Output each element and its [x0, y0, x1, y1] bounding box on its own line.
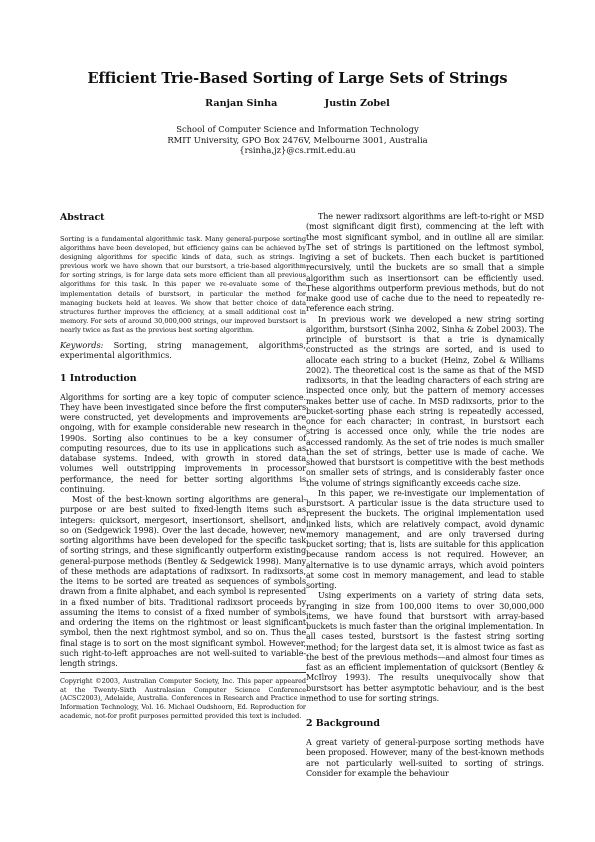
- body-paragraph: Using experiments on a variety of string data sets, ranging in size from 100,000 items to over 30,000,000 items, we have found that burstsort with array-based buckets is much faster than the original implementation. In all cases tested, burstsort is the fastest string sorting method; for the largest data set, it is almost twice as fast as the best of the previous methods—and almost four times as fast as an efficient implementation of quicksort (Bentley & McIlroy 1993). The results unequivocally show that burstsort has better asymptotic behaviour, and is the best method to use for sorting strings.: [306, 591, 544, 703]
- section-heading: 2 Background: [306, 718, 380, 729]
- body-paragraph: In previous work we developed a new string sorting algorithm, burstsort (Sinha 2002, Sinha & Zobel 2003). The principle of burstsort is that a trie is dynamically constructed as the strings are sorted, and is used to allocate each string to a bucket (Heinz, Zobel & Williams 2002). The theoretical cost is the same as that of the MSD radixsorts, in that the leading characters of each string are inspected once only, but the pattern of memory accesses makes better use of cache. In MSD radixsorts, prior to the bucket-sorting phase each string is repeatedly accessed, once for each character; in contrast, in burstsort each string is accessed once only, while the trie nodes are accessed randomly. As the set of trie nodes is much smaller than the set of strings, better use is made of cache. We showed that burstsort is competitive with the best methods on smaller sets of strings, and is considerably faster once the volume of strings significantly exceeds cache size.: [306, 314, 544, 488]
- paper-title: Efficient Trie-Based Sorting of Large Sets of Strings: [87, 70, 508, 87]
- keywords-text: Sorting, string management, algorithms, experimental algorithmics.: [60, 340, 306, 361]
- abstract-heading: Abstract: [60, 212, 105, 223]
- affiliation-line: School of Computer Science and Information Technology: [176, 124, 419, 134]
- body-paragraph: A great variety of general-purpose sorting methods have been proposed. However, many of the best-known methods are not particularly well-suited to sorting of strings. Consider for example the behaviour: [306, 738, 544, 778]
- author-email: {rsinha,jz}@cs.rmit.edu.au: [239, 145, 356, 156]
- affiliation: [0, 124, 595, 156]
- keywords: [60, 340, 306, 361]
- right-column: [306, 212, 544, 779]
- body-paragraph: Algorithms for sorting are a key topic of computer science. They have been investigated since before the first computers were constructed, yet developments and improvements are ongoing, with for example considerable new research in the 1990s. Sorting also continues to be a key consumer of computing resources, due to its use in applications such as database systems. Indeed, with growth in stored data volumes well outstripping improvements in processor performance, the need for better sorting algorithms is continuing.: [60, 392, 306, 494]
- abstract-text: Sorting is a fundamental algorithmic task. Many general-purpose sorting algorithms have been developed, but efficiency gains can be achieved by designing algorithms for specific kinds of data, such as strings. In previous work we have shown that our burstsort, a trie-based algorithm for sorting strings, is for large data sets more efficient than all previous algorithms for this task. In this paper we re-evaluate some of the implementation details of burstsort, in particular the method for managing buckets held at leaves. We show that better choice of data structures further improves the efficiency, at a small additional cost in memory. For sets of around 30,000,000 strings, our improved burstsort is nearly twice as fast as the previous best sorting algorithm.: [60, 235, 306, 334]
- author-list: [0, 98, 595, 109]
- keywords-label: Keywords:: [60, 340, 104, 351]
- body-paragraph: In this paper, we re-investigate our implementation of burstsort. A particular issue is the data structure used to represent the buckets. The original implementation used linked lists, which are relatively compact, avoid dynamic memory management, and are only traversed during bucket sorting; that is, lists are suitable for this application because random access is not required. However, an alternative is to use dynamic arrays, which avoid pointers at some cost in memory management, and lead to stable sorting.: [306, 488, 544, 590]
- section-heading: 1 Introduction: [60, 372, 137, 384]
- author-name: Justin Zobel: [324, 98, 390, 109]
- author-name: Ranjan Sinha: [205, 98, 278, 109]
- body-paragraph: The newer radixsort algorithms are left-to-right or MSD (most significant digit first), commencing at the left with the most significant symbol, and in outline all are similar. The set of strings is partitioned on the leftmost symbol, giving a set of buckets. Then each bucket is partitioned recursively, until the buckets are so small that a simple algorithm such as insertionsort can be efficiently used. These algorithms outperform previous methods, but do not make good use of cache due to the need to repeatedly re-reference each string.: [306, 212, 544, 314]
- body-paragraph: Most of the best-known sorting algorithms are general-purpose or are best suited to fixed-length items such as integers: quicksort, mergesort, insertionsort, shellsort, and so on (Sedgewick 1998). Over the last decade, however, new sorting algorithms have been developed for the specific task of sorting strings, and these significantly outperform existing general-purpose methods (Bentley & Sedgewick 1998). Many of these methods are adaptations of radixsort. In radixsorts, the items to be sorted are treated as sequences of symbols drawn from a finite alphabet, and each symbol is represented in a fixed number of bits. Traditional radixsort proceeds by assuming the items to consist of a fixed number of symbols and ordering the items on the rightmost or least significant symbol, then the next rightmost symbol, and so on. Thus the final stage is to sort on the most significant symbol. However, such right-to-left approaches are not well-suited to variable-length strings.: [60, 495, 306, 669]
- copyright-notice: Copyright ©2003, Australian Computer Society, Inc. This paper appeared at the Twenty-Sixth Australasian Computer Science Conference (ACSC2003), Adelaide, Australia. Conferences in Research and Practice in Information Technology, Vol. 16. Michael Oudshoorn, Ed. Reproduction for academic, not-for profit purposes permitted provided this text is included.: [60, 672, 306, 721]
- affiliation-line: RMIT University, GPO Box 2476V, Melbourne 3001, Australia: [167, 134, 428, 145]
- left-column: [60, 212, 306, 669]
